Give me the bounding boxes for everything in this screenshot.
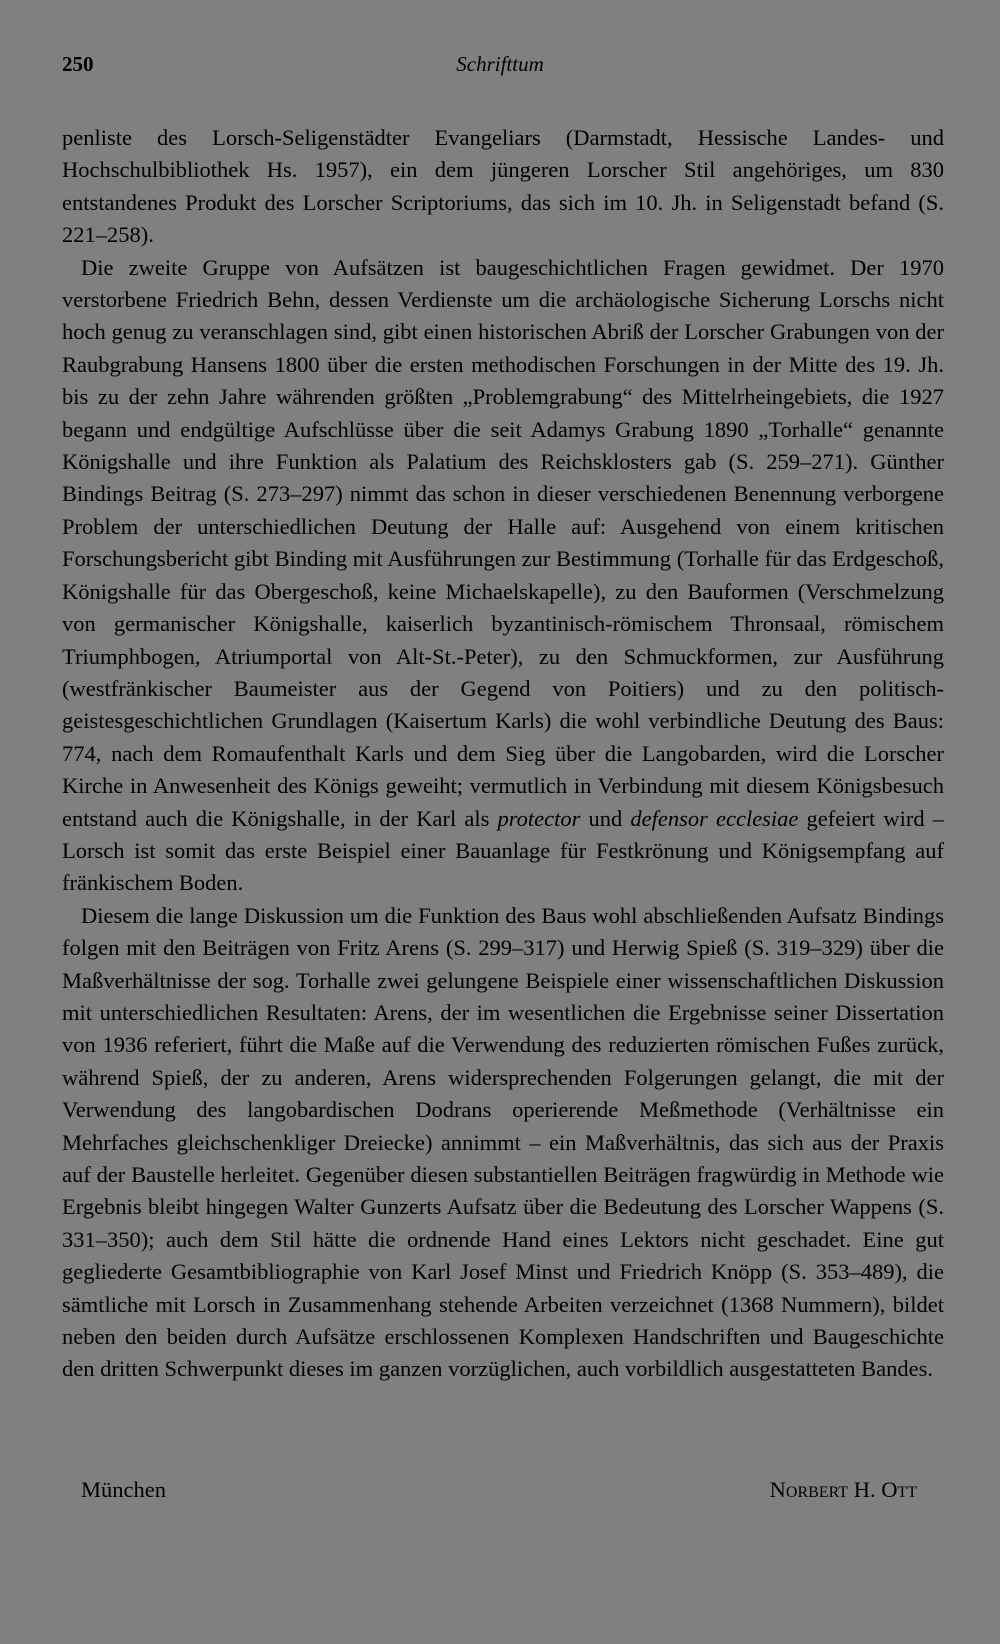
running-head: Schrifttum [456, 52, 544, 76]
paragraph [62, 122, 944, 252]
paragraph [62, 252, 944, 900]
italic-term: protector [497, 805, 581, 831]
paragraph-text: Diesem die lange Diskussion um die Funktion des Baus wohl abschließenden Aufsatz Bindings folgen mit den Beiträgen von Fritz Arens (S. 299–317) und Herwig Spieß (S. 319–329) über die Maßverhältnisse der sog. Torhalle zwei gelungene Beispiele einer wissenschaftlichen Diskussion mit unterschiedlichen Resultaten: Arens, der im wesentlichen die Ergebnisse seiner Dissertation von 1936 referiert, führt die Maße auf die Verwendung des reduzierten römischen Fußes zurück, während Spieß, der zu anderen, Arens widersprechenden Folgerungen gelangt, die mit der Verwendung des langobardischen Dodrans operierende Meßmethode (Verhältnisse ein Mehrfaches gleichschenkliger Dreiecke) annimmt – ein Maßverhältnis, das sich aus der Praxis auf der Baustelle herleitet. Gegenüber diesen substantiellen Beiträgen fragwürdig in Methode wie Ergebnis bleibt hingegen Walter Gunzerts Aufsatz über die Bedeutung des Lorscher Wappens (S. 331–350); auch dem Stil hätte die ordnende Hand eines Lektors nicht geschadet. Eine gut gegliederte Gesamtbibliographie von Karl Josef Minst und Friedrich Knöpp (S. 353–489), die sämtliche mit Lorsch in Zusammenhang stehende Arbeiten verzeichnet (1368 Nummern), bildet neben den beiden durch Aufsätze erschlossenen Komplexen Handschriften und Baugeschichte den dritten Schwerpunkt dieses im ganzen vorzüglichen, auch vorbildlich ausgestatteten Bandes. [62, 902, 944, 1382]
paragraph-text: Die zweite Gruppe von Aufsätzen ist baugeschichtlichen Fragen gewidmet. Der 1970 verstorbene Friedrich Behn, dessen Verdienste um die archäologische Sicherung Lorschs nicht hoch genug zu veranschlagen sind, gibt einen historischen Abriß der Lorscher Grabungen von der Raubgrabung Hansens 1800 über die ersten methodischen Forschungen in der Mitte des 19. Jh. bis zu der zehn Jahre währenden größten „Problemgrabung“ des Mittelrheingebiets, die 1927 begann und endgültige Aufschlüsse über die seit Adamys Grabung 1890 „Torhalle“ genannte Königshalle und ihre Funktion als Palatium des Reichsklosters gab (S. 259–271). Günther Bindings Beitrag (S. 273–297) nimmt das schon in dieser verschiedenen Benennung verborgene Problem der unterschiedlichen Deutung der Halle auf: Ausgehend von einem kritischen Forschungsbericht gibt Binding mit Ausführungen zur Bestimmung (Torhalle für das Erdgeschoß, Königshalle für das Obergeschoß, keine Michaelskapelle), zu den Bauformen (Verschmelzung von germanischer Königshalle, kaiserlich byzantinisch-römischem Thronsaal, römischem Triumphbogen, Atriumportal von Alt-St.-Peter), zu den Schmuckformen, zur Ausführung (westfränkischer Baumeister aus der Gegend von Poitiers) und zu den politisch-geistesgeschichtlichen Grundlagen (Kaisertum Karls) die wohl verbindliche Deutung des Baus: 774, nach dem Romaufenthalt Karls und dem Sieg über die Langobarden, wird die Lorscher Kirche in Anwesenheit des Königs geweiht; vermutlich in Verbindung mit diesem Königsbesuch entstand auch die Königshalle, in der Karl als [62, 254, 944, 831]
body-text [62, 122, 944, 1386]
page-number: 250 [62, 52, 94, 76]
italic-term: defensor ecclesiae [630, 805, 799, 831]
signature-place: München [81, 1477, 166, 1502]
paragraph-text: penliste des Lorsch-Seligenstädter Evangeliars (Darmstadt, Hessische Landes- und Hochschulbibliothek Hs. 1957), ein dem jüngeren Lorscher Stil angehöriges, um 830 entstandenes Produkt des Lorscher Scriptoriums, das sich im 10. Jh. in Seligenstadt befand (S. 221–258). [62, 125, 944, 248]
signature-author: Norbert H. Ott [769, 1477, 917, 1502]
paragraph [62, 900, 944, 1386]
paragraph-text: gefeiert wird – Lorsch ist somit das erste Beispiel einer Bauanlage für Festkrönung und Königsempfang auf fränkischem Boden. [62, 805, 944, 896]
paragraph-text: und [580, 805, 631, 831]
